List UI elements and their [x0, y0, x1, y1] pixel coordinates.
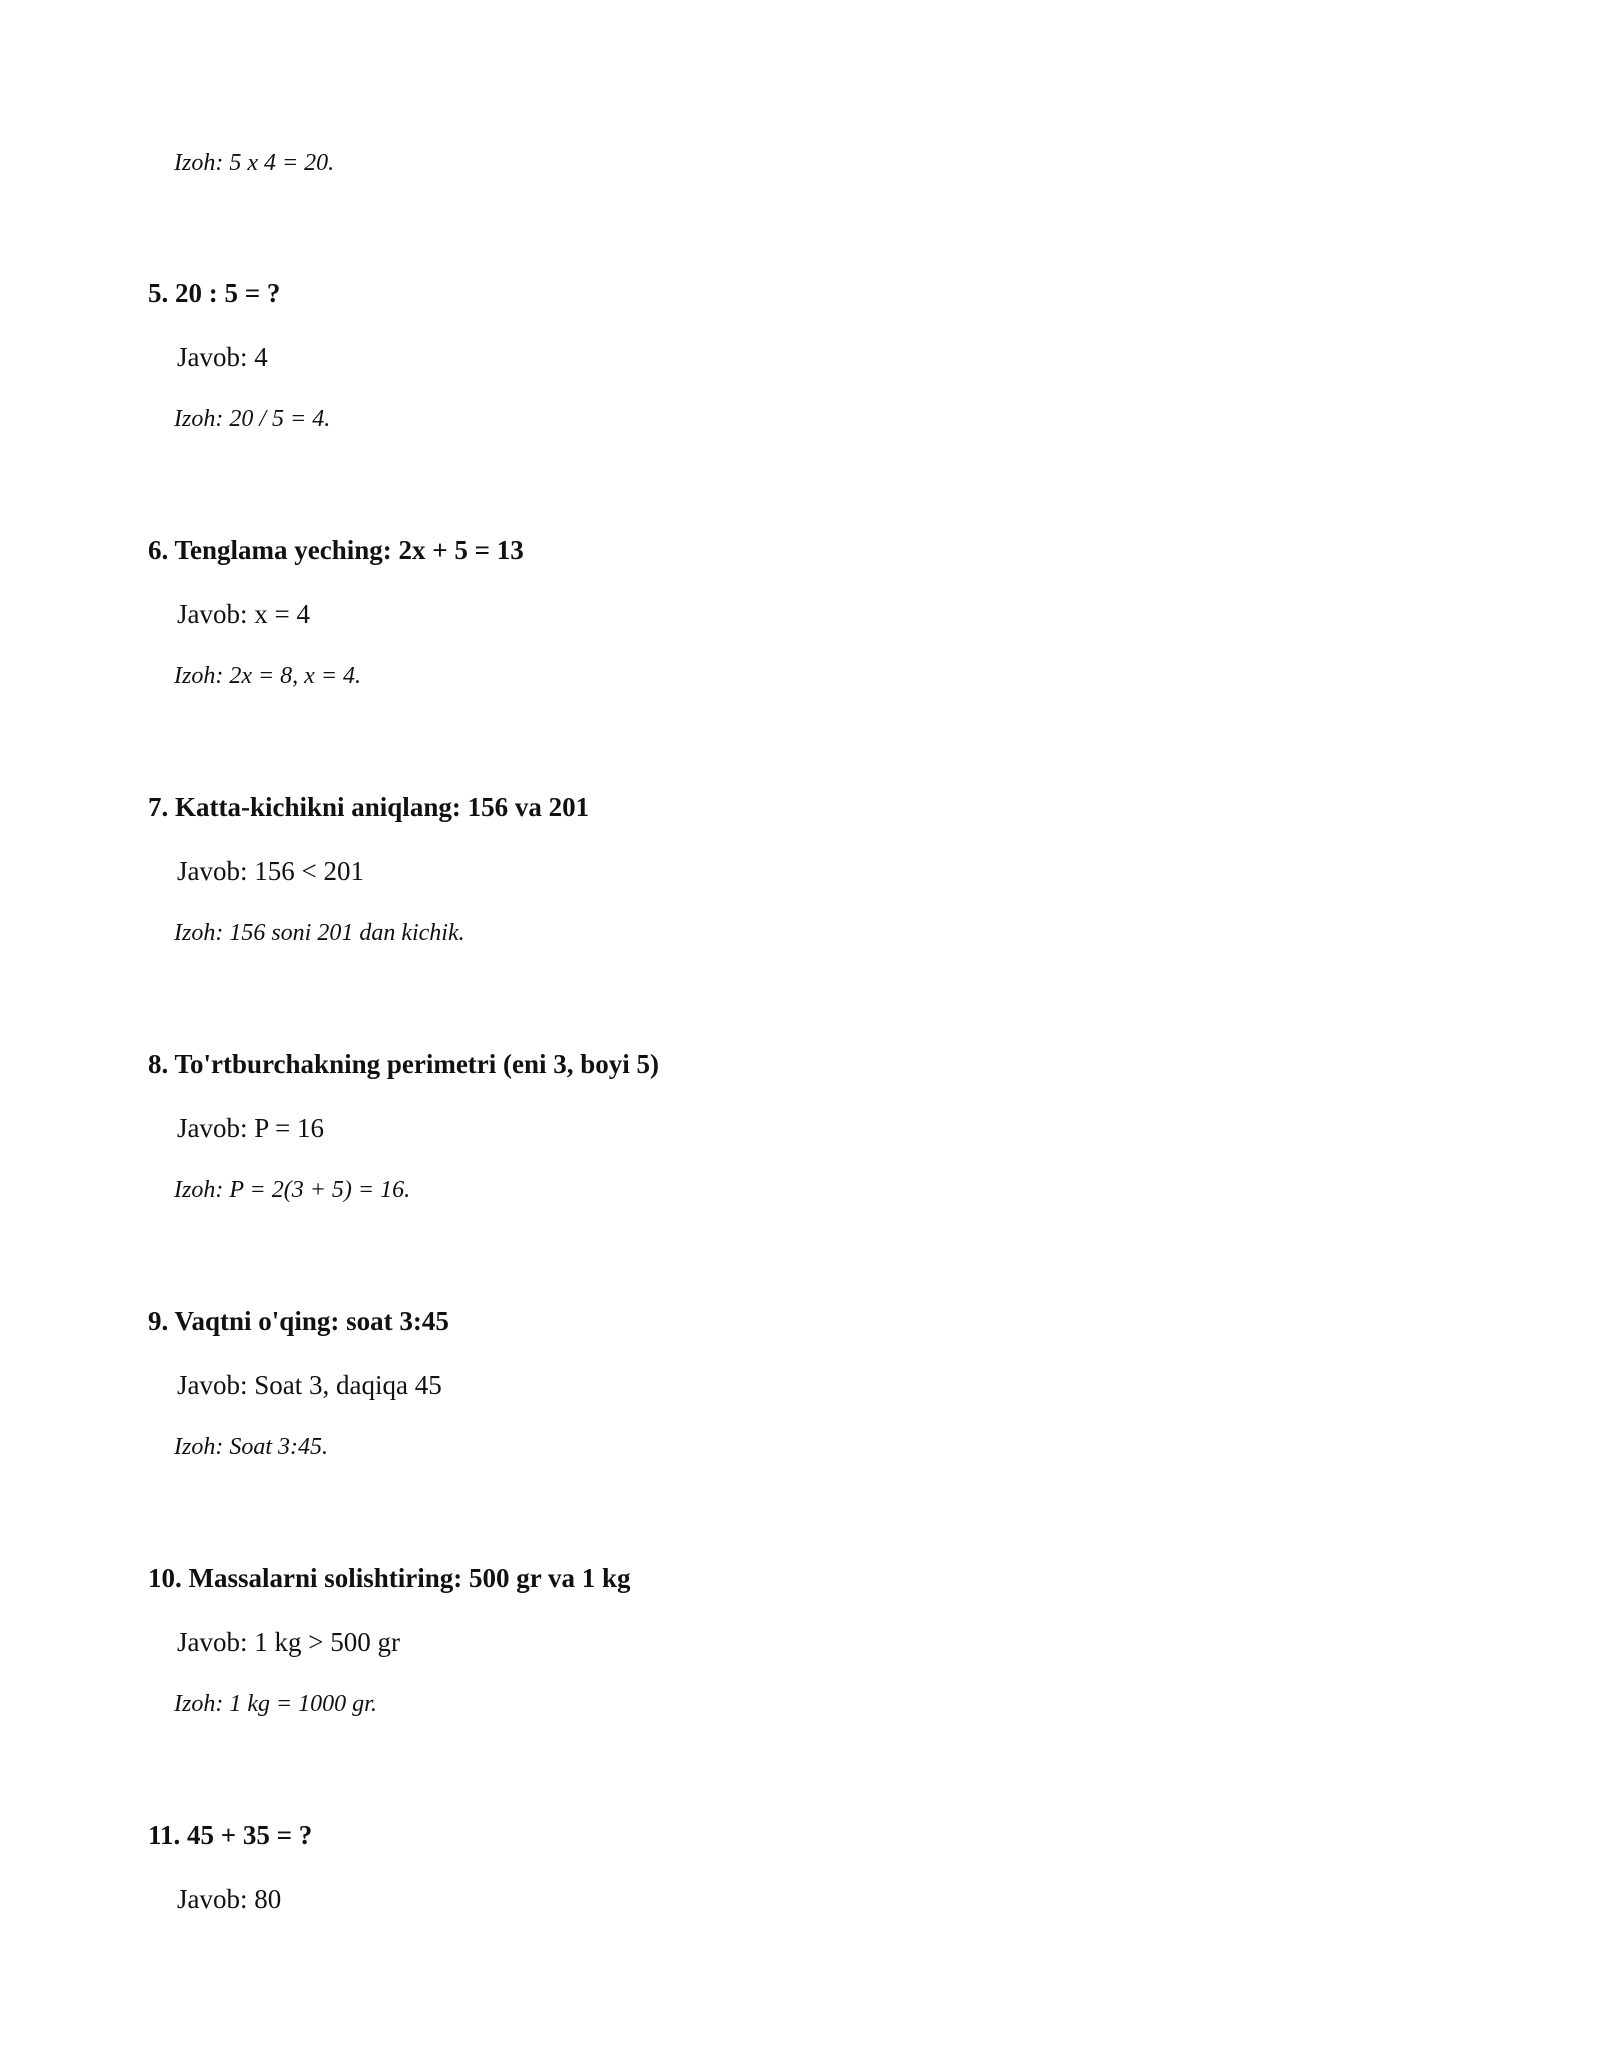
question-8: 8. To'rtburchakning perimetri (eni 3, boyi 5) — [148, 1049, 660, 1079]
question-10: 10. Massalarni solishtiring: 500 gr va 1 kg — [148, 1563, 631, 1593]
answer-10: Javob: 1 kg > 500 gr — [177, 1627, 400, 1657]
note-8: Izoh: P = 2(3 + 5) = 16. — [174, 1177, 411, 1203]
answer-11: Javob: 80 — [177, 1884, 282, 1914]
question-5: 5. 20 : 5 = ? — [148, 278, 281, 308]
answer-6: Javob: x = 4 — [177, 599, 310, 629]
answer-9: Javob: Soat 3, daqiqa 45 — [177, 1370, 442, 1400]
answer-8: Javob: P = 16 — [177, 1113, 324, 1143]
answer-5: Javob: 4 — [177, 342, 268, 372]
leading-note: Izoh: 5 x 4 = 20. — [174, 150, 335, 176]
answer-7: Javob: 156 < 201 — [177, 856, 364, 886]
note-6: Izoh: 2x = 8, x = 4. — [174, 663, 362, 689]
question-9: 9. Vaqtni o'qing: soat 3:45 — [148, 1306, 449, 1336]
question-11: 11. 45 + 35 = ? — [148, 1820, 313, 1850]
note-10: Izoh: 1 kg = 1000 gr. — [174, 1691, 377, 1717]
question-7: 7. Katta-kichikni aniqlang: 156 va 201 — [148, 792, 590, 822]
question-6: 6. Tenglama yeching: 2x + 5 = 13 — [148, 535, 524, 565]
note-7: Izoh: 156 soni 201 dan kichik. — [174, 920, 465, 946]
note-5: Izoh: 20 / 5 = 4. — [174, 406, 331, 432]
note-9: Izoh: Soat 3:45. — [174, 1434, 328, 1460]
